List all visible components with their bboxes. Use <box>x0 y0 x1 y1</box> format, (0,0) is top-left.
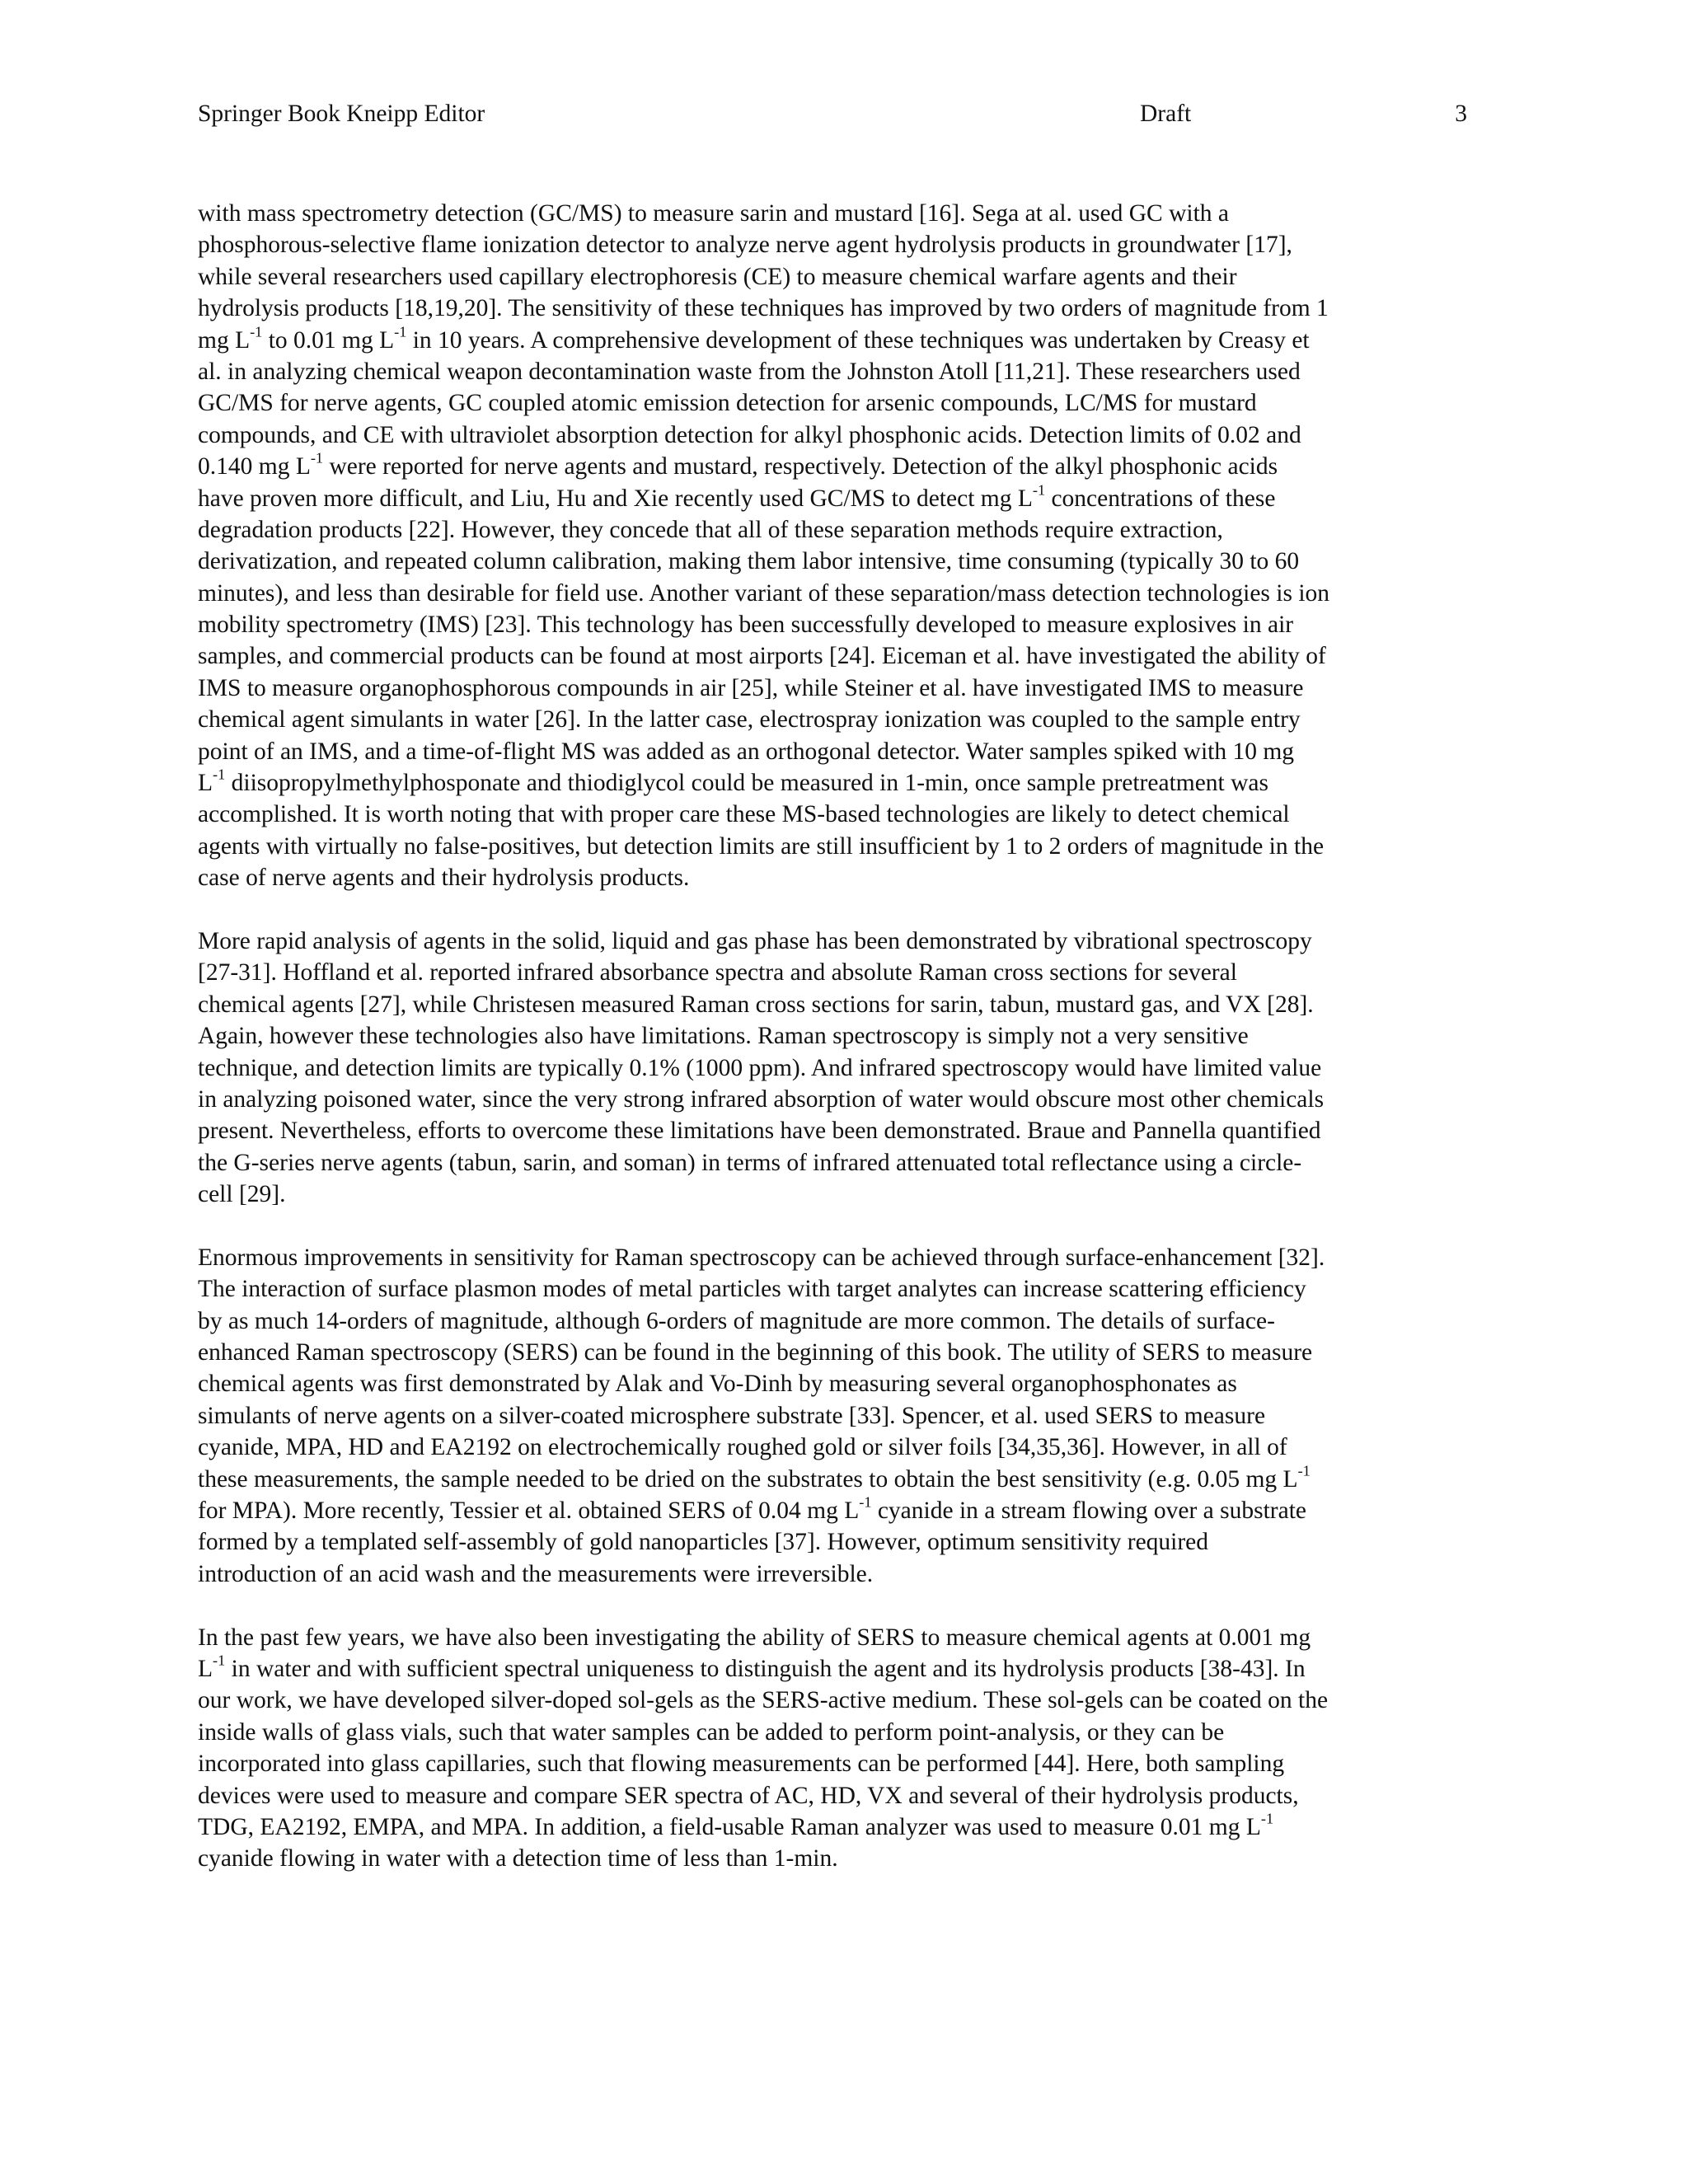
text-line: cyanide, MPA, HD and EA2192 on electrochemically roughed gold or silver foils [34,35,36]. However, in all of <box>198 1434 1287 1461</box>
text-line: $L^{-1}$ diisopropylmethylphosponate and thiodiglycol could be measured in 1-min, once sample pretreatment was <box>198 766 1268 797</box>
running-header <box>198 97 1467 130</box>
superscript: -1 <box>394 322 407 340</box>
text-line: $L^{-1}$ in water and with sufficient spectral uniqueness to distinguish the agent and its hydrolysis products [38-43]. In <box>198 1652 1306 1682</box>
text-line: 0.140 mg $L^{-1}$ were reported for nerve agents and mustard, respectively. Detection of the alkyl phosphonic acids <box>198 449 1278 480</box>
text-line: inside walls of glass vials, such that water samples can be added to perform point-analysis, or they can be <box>198 1718 1225 1746</box>
text-line: chemical agents [27], while Christesen measured Raman cross sections for sarin, tabun, mustard gas, and VX [28]. <box>198 991 1314 1018</box>
paragraph <box>198 198 1484 894</box>
text-line: degradation products [22]. However, they concede that all of these separation methods require extraction, <box>198 516 1223 543</box>
text-line: al. in analyzing chemical weapon decontamination waste from the Johnston Atoll [11,21]. These researchers used <box>198 358 1301 385</box>
text-line: Again, however these technologies also have limitations. Raman spectroscopy is simply not a very sensitive <box>198 1023 1249 1050</box>
paragraph <box>198 926 1484 1211</box>
text-line: derivatization, and repeated column calibration, making them labor intensive, time consuming (typically 30 to 60 <box>198 548 1300 575</box>
superscript: -1 <box>1032 480 1046 498</box>
superscript: -1 <box>859 1493 872 1511</box>
text-line: incorporated into glass capillaries, such that flowing measurements can be performed [44]. Here, both sampling <box>198 1750 1285 1778</box>
text-line: for MPA). More recently, Tessier et al. obtained SERS of 0.04 mg $L^{-1}$ cyanide in a stream flowing over a substrate <box>198 1493 1307 1525</box>
text-line: in analyzing poisoned water, since the very strong infrared absorption of water would obscure most other chemicals <box>198 1085 1325 1113</box>
text-line: In the past few years, we have also been investigating the ability of SERS to measure chemical agents at 0.001 mg <box>198 1624 1311 1651</box>
text-line: mobility spectrometry (IMS) [23]. This technology has been successfully developed to measure explosives in air <box>198 612 1294 639</box>
text-line: case of nerve agents and their hydrolysis products. <box>198 865 690 892</box>
text-line: simulants of nerve agents on a silver-coated microsphere substrate [33]. Spencer, et al. used SERS to measure <box>198 1402 1266 1429</box>
text-line: introduction of an acid wash and the measurements were irreversible. <box>198 1560 874 1587</box>
text-line: mg $L^{-1}$ to 0.01 mg $L^{-1}$ in 10 years. A comprehensive development of these techniques was undertaken by Creasy et <box>198 322 1310 354</box>
paragraph <box>198 1242 1484 1590</box>
text-line: minutes), and less than desirable for field use. Another variant of these separation/mass detection technologies is ion <box>198 579 1330 607</box>
text-line: enhanced Raman spectroscopy (SERS) can be found in the beginning of this book. The utility of SERS to measure <box>198 1339 1313 1366</box>
text-line: The interaction of surface plasmon modes of metal particles with target analytes can increase scattering efficiency <box>198 1276 1306 1303</box>
superscript: -1 <box>1260 1810 1274 1827</box>
text-line: devices were used to measure and compare SER spectra of AC, HD, VX and several of their hydrolysis products, <box>198 1782 1299 1809</box>
text-line: hydrolysis products [18,19,20]. The sensitivity of these techniques has improved by two orders of magnitude from 1 <box>198 295 1329 322</box>
superscript: -1 <box>250 322 263 340</box>
text-line: present. Nevertheless, efforts to overcome these limitations have been demonstrated. Braue and Pannella quantified <box>198 1118 1321 1145</box>
text-line: these measurements, the sample needed to be dried on the substrates to obtain the best sensitivity (e.g. 0.05 mg $L^{-1}$ <box>198 1461 1311 1493</box>
text-line: technique, and detection limits are typically 0.1% (1000 ppm). And infrared spectroscopy would have limited value <box>198 1054 1322 1081</box>
text-line: More rapid analysis of agents in the solid, liquid and gas phase has been demonstrated by vibrational spectroscopy <box>198 927 1312 954</box>
header-book-title: Springer Book Kneipp Editor <box>198 101 485 127</box>
text-line: accomplished. It is worth noting that with proper care these MS-based technologies are likely to detect chemical <box>198 801 1290 828</box>
text-line: formed by a templated self-assembly of gold nanoparticles [37]. However, optimum sensitivity required <box>198 1529 1209 1556</box>
text-line: samples, and commercial products can be found at most airports [24]. Eiceman et al. have investigated the ability of <box>198 643 1326 670</box>
text-line: our work, we have developed silver-doped sol-gels as the SERS-active medium. These sol-gels can be coated on the <box>198 1687 1329 1714</box>
body-text <box>198 198 1484 1875</box>
superscript: -1 <box>1297 1461 1311 1479</box>
text-line: compounds, and CE with ultraviolet absorption detection for alkyl phosphonic acids. Detection limits of 0.02 and <box>198 421 1301 448</box>
text-line: cell [29]. <box>198 1181 286 1208</box>
text-line: have proven more difficult, and Liu, Hu and Xie recently used GC/MS to detect mg $L^{-1}$ concentrations of these <box>198 480 1276 512</box>
superscript: -1 <box>213 1652 226 1669</box>
superscript: -1 <box>310 449 324 466</box>
text-line: phosphorous-selective flame ionization detector to analyze nerve agent hydrolysis products in groundwater [17], <box>198 232 1292 259</box>
text-line: chemical agent simulants in water [26]. In the latter case, electrospray ionization was coupled to the sample entry <box>198 706 1301 733</box>
text-line: the G-series nerve agents (tabun, sarin, and soman) in terms of infrared attenuated total reflectance using a circle- <box>198 1149 1302 1176</box>
text-line: [27-31]. Hoffland et al. reported infrared absorbance spectra and absolute Raman cross sections for several <box>198 959 1237 987</box>
text-line: cyanide flowing in water with a detection time of less than 1-min. <box>198 1845 838 1872</box>
text-line: chemical agents was first demonstrated by Alak and Vo-Dinh by measuring several organophosphonates as <box>198 1371 1237 1398</box>
text-line: IMS to measure organophosphorous compounds in air [25], while Steiner et al. have investigated IMS to measure <box>198 674 1304 701</box>
text-line: Enormous improvements in sensitivity for Raman spectroscopy can be achieved through surface-enhancement [32]. <box>198 1244 1325 1271</box>
text-line: by as much 14-orders of magnitude, although 6-orders of magnitude are more common. The details of surface- <box>198 1307 1275 1334</box>
text-line: point of an IMS, and a time-of-flight MS was added as an orthogonal detector. Water samples spiked with 10 mg <box>198 738 1295 765</box>
text-line: while several researchers used capillary electrophoresis (CE) to measure chemical warfare agents and their <box>198 263 1237 290</box>
superscript: -1 <box>213 766 226 783</box>
text-line: GC/MS for nerve agents, GC coupled atomic emission detection for arsenic compounds, LC/MS for mustard <box>198 390 1257 417</box>
text-line: agents with virtually no false-positives, but detection limits are still insufficient by 1 to 2 orders of magnitude in the <box>198 832 1325 860</box>
paragraph <box>198 1622 1484 1875</box>
text-line: TDG, EA2192, EMPA, and MPA. In addition, a field-usable Raman analyzer was used to measure 0.01 mg $L^{-1}$ <box>198 1810 1274 1840</box>
page-number: 3 <box>1455 101 1467 127</box>
text-line: with mass spectrometry detection (GC/MS) to measure sarin and mustard [16]. Sega at al. used GC with a <box>198 200 1230 227</box>
header-draft-label: Draft <box>1140 101 1192 127</box>
